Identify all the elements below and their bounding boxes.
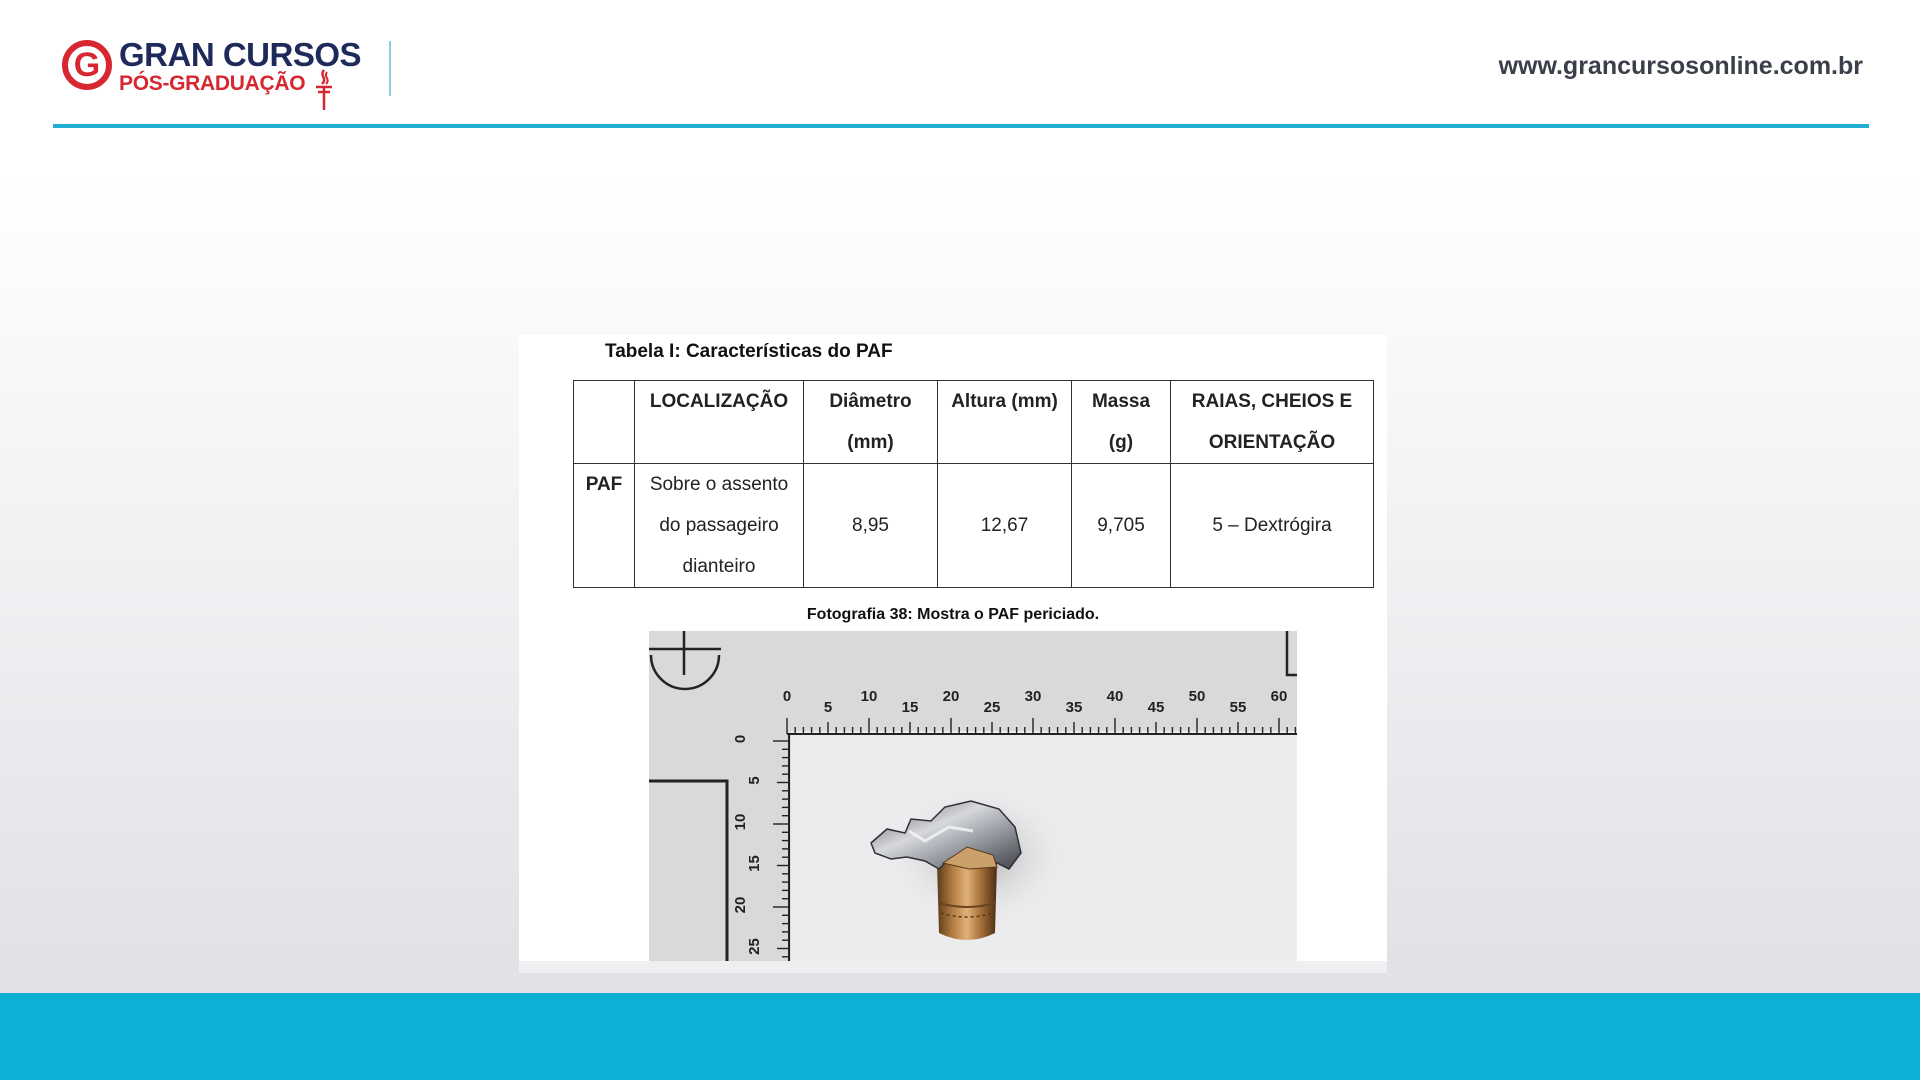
footer-bar (0, 993, 1920, 1080)
page-header (0, 0, 1920, 132)
ruler-label: 35 (1065, 699, 1083, 716)
ruler-label: 0 (782, 688, 792, 705)
table-row-label: PAF (574, 464, 635, 588)
projectile-jacket (937, 863, 997, 940)
ruler-label: 55 (1229, 699, 1247, 716)
ruler-label: 25 (983, 699, 1001, 716)
ruler-label: 60 (1270, 688, 1288, 705)
table-cell-localizacao: Sobre o assento do passageiro dianteiro (635, 464, 804, 588)
ruler-label: 5 (823, 699, 833, 716)
table-cell-altura: 12,67 (938, 464, 1072, 588)
gran-cursos-g-icon: G (62, 40, 112, 90)
ruler-label: 30 (1024, 688, 1042, 705)
ruler-label: 40 (1106, 688, 1124, 705)
ruler-label: 5 (746, 776, 763, 785)
ruler-label: 15 (746, 855, 763, 872)
ruler-label: 15 (901, 699, 919, 716)
site-url-link[interactable]: www.grancursosonline.com.br (1498, 52, 1863, 80)
ruler-label: 20 (942, 688, 960, 705)
document-bottom-edge (519, 961, 1387, 973)
table-title: Tabela I: Características do PAF (605, 341, 893, 362)
table-header-cell: LOCALIZAÇÃO (635, 381, 804, 464)
table-header-cell: Diâmetro (mm) (804, 381, 938, 464)
projectile-photo-image (649, 631, 1297, 961)
table-header-cell: Altura (mm) (938, 381, 1072, 464)
header-divider (389, 41, 391, 96)
projectile-photo (649, 631, 1297, 961)
table-header-cell: RAIAS, CHEIOS E ORIENTAÇÃO (1171, 381, 1374, 464)
header-underline (53, 124, 1869, 128)
ruler-label: 45 (1147, 699, 1165, 716)
logo-brand-text: GRAN CURSOS (119, 36, 362, 73)
gran-cursos-logo[interactable] (62, 36, 402, 112)
table-cell-diametro: 8,95 (804, 464, 938, 588)
table-cell-raias: 5 – Dextrógira (1171, 464, 1374, 588)
logo-subtitle-text: PÓS-GRADUAÇÃO (119, 72, 306, 95)
table-header-row (574, 381, 1374, 464)
table-header-cell: Massa (g) (1072, 381, 1171, 464)
ruler-label: 10 (732, 813, 749, 831)
torch-icon (312, 68, 336, 112)
photo-caption: Fotografia 38: Mostra o PAF periciado. (806, 606, 1100, 623)
ruler-label: 0 (732, 734, 749, 744)
ruler-label: 50 (1188, 688, 1206, 705)
document-page (519, 335, 1387, 961)
ruler-label: 25 (746, 938, 763, 955)
ruler-label: 10 (860, 688, 878, 705)
table-cell-massa: 9,705 (1072, 464, 1171, 588)
table-row (574, 464, 1374, 588)
table-header-cell (574, 381, 635, 464)
ruler-label: 20 (732, 896, 749, 914)
paf-characteristics-table (573, 380, 1374, 588)
